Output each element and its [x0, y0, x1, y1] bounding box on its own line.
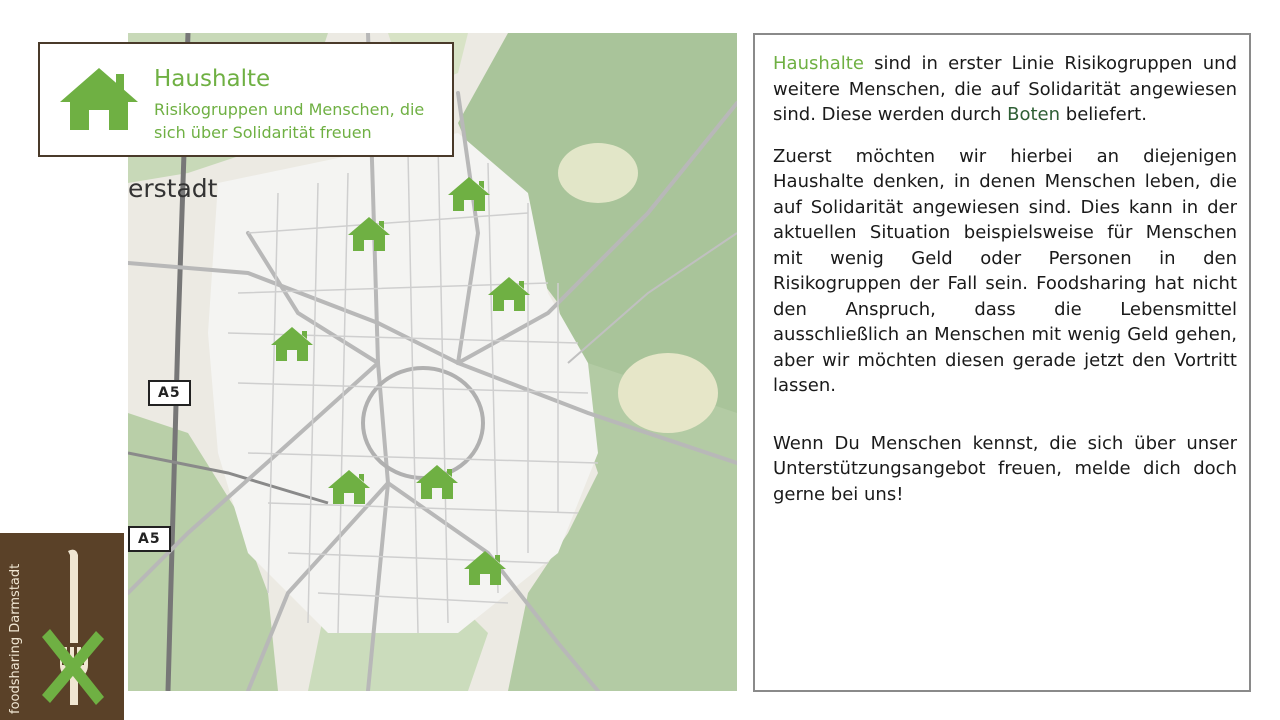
house-marker-icon[interactable]	[462, 549, 508, 587]
map-city-label: erstadt	[128, 174, 218, 203]
house-marker-icon[interactable]	[269, 325, 315, 363]
paragraph-details: Zuerst möchten wir hierbei an diejenigen Haushalte denken, in denen Menschen leben, die auf Solidarität angewiesen sind. Dies kann in der aktuellen Situation beispielsweise für Menschen mit wenig Geld oder Personen in den Risikogruppen der Fall sein. Foodsharing hat nicht den Anspruch, dass die Lebensmittel ausschließlich an Menschen mit wenig Geld gehen, aber wir möchten diesen gerade jetzt den Vortritt lassen.	[773, 145, 1237, 396]
legend-subtitle: Risikogruppen und Menschen, die sich über Solidarität freuen	[154, 100, 425, 142]
text-panel	[753, 33, 1251, 692]
house-marker-icon[interactable]	[486, 275, 532, 313]
house-marker-icon[interactable]	[346, 215, 392, 253]
house-marker-icon[interactable]	[414, 463, 460, 501]
paragraph-call-to-action: Wenn Du Menschen kennst, die sich über unser Unterstützungsangebot freuen, melde dich doch gerne bei uns!	[773, 432, 1237, 505]
paragraph-intro	[773, 51, 1237, 128]
logo-text: foodsharing Darmstadt	[8, 563, 23, 714]
paragraph-intro-text: sind in erster Linie Risikogruppen und weitere Menschen, die auf Solidarität angewiesen sind. Diese werden durch	[773, 53, 1237, 125]
house-marker-icon[interactable]	[446, 175, 492, 213]
highlight-boten: Boten	[1007, 104, 1061, 125]
legend-box	[38, 42, 454, 157]
paragraph-intro-end: beliefert.	[1060, 104, 1147, 125]
road-label-a5: A5	[128, 526, 171, 552]
fork-cross-icon	[36, 547, 112, 709]
house-marker-icon[interactable]	[326, 468, 372, 506]
foodsharing-logo	[0, 533, 124, 720]
house-icon	[58, 66, 140, 134]
road-label-a5: A5	[148, 380, 191, 406]
legend-title: Haushalte	[154, 66, 271, 92]
highlight-haushalte: Haushalte	[773, 53, 864, 74]
